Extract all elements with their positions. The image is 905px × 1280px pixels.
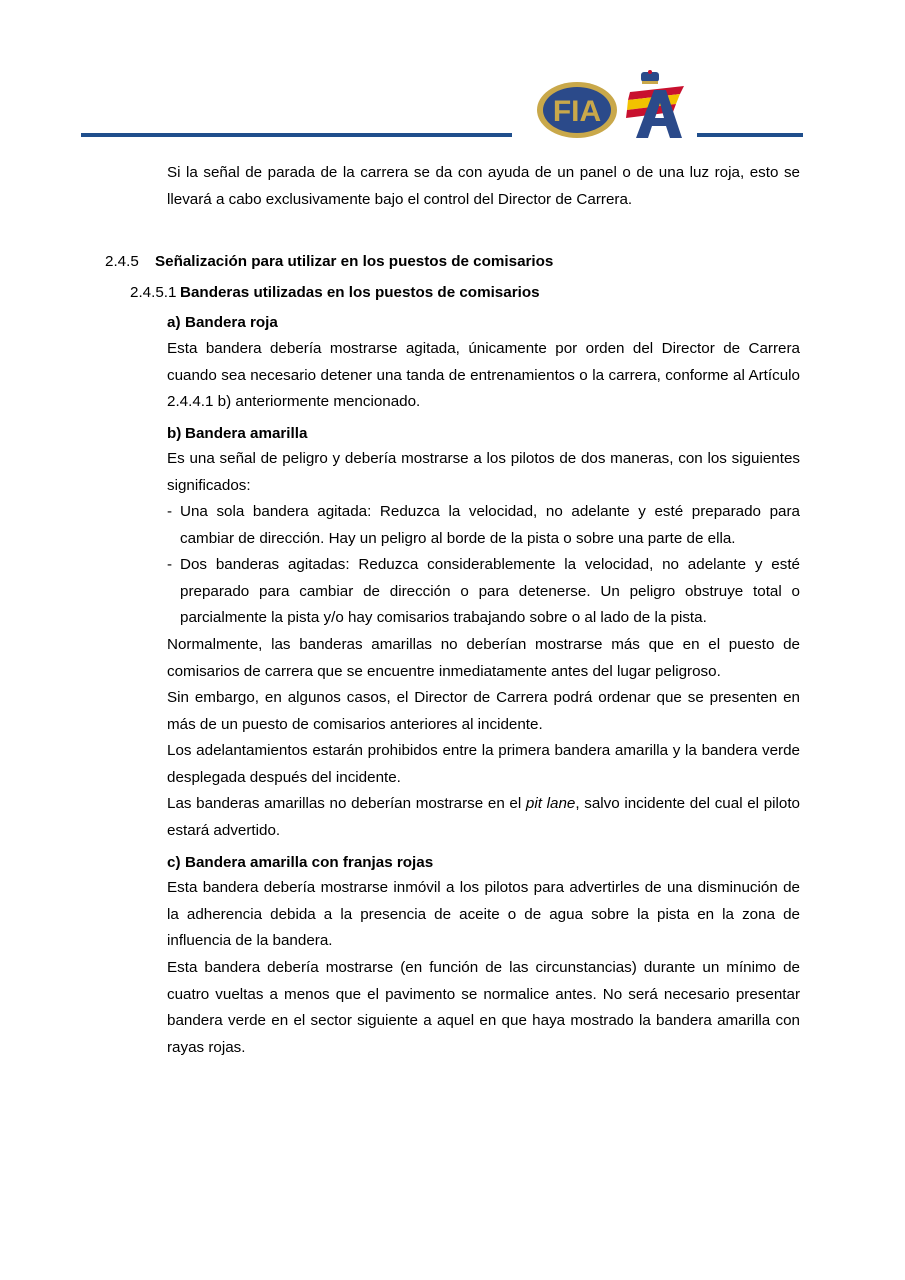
flag-b-paragraph-4: [167, 791, 800, 844]
flag-b-bullet-2: [167, 552, 800, 632]
flag-c-paragraph-2: Esta bandera debería mostrarse (en función de las circunstancias) durante un mínimo de cuatro vueltas a menos que el pavimento se normalice antes. No será necesario presentar bandera verde en el sector siguiente a aquel en que haya mostrado la bandera amarilla con rayas rojas.: [167, 959, 800, 1056]
flag-b-heading: [167, 424, 307, 444]
section-number: 2.4.5: [105, 253, 139, 270]
section-title: Señalización para utilizar en los puestos de comisarios: [155, 253, 554, 270]
header-rule-left: [81, 133, 512, 137]
flag-a-label: a): [167, 314, 181, 331]
flag-b-bullet-1-text: Una sola bandera agitada: Reduzca la velocidad, no adelante y esté preparado para cambiar de dirección. Hay un peligro al borde de la pista o sobre una parte de ella.: [180, 503, 800, 547]
flag-c-title: Bandera amarilla con franjas rojas: [185, 854, 434, 871]
fia-logo: [536, 81, 618, 139]
flag-b-paragraph-1: Normalmente, las banderas amarillas no deberían mostrarse más que en el puesto de comisarios de carrera que se encuentre inmediatamente antes del lugar peligroso.: [167, 636, 800, 680]
flag-b-paragraph-4-end: , salvo incidente del cual el piloto estará advertido.: [167, 795, 801, 839]
flag-c-label: c): [167, 854, 181, 871]
header-rule-right: [697, 133, 803, 137]
flag-a-title: Bandera roja: [185, 314, 278, 331]
flag-a-paragraph: Esta bandera debería mostrarse agitada, únicamente por orden del Director de Carrera cuando sea necesario detener una tanda de entrenamientos o la carrera, conforme al Artículo 2.4.4.1 b) anteriormente mencionado.: [167, 340, 800, 411]
flag-b-bullet-2-text: Dos banderas agitadas: Reduzca considerablemente la velocidad, no adelante y esté preparado para cambiar de dirección o para detenerse. Un peligro obstruye total o parcialmente la pista y/o hay comisarios trabajando sobre o al lado de la pista.: [180, 556, 800, 627]
flag-b-paragraph-4-start: Las banderas amarillas no deberían mostrarse en el: [167, 795, 526, 812]
flag-c-heading: [167, 853, 433, 873]
section-heading: [105, 252, 553, 272]
flag-b-paragraph-2: Sin embargo, en algunos casos, el Director de Carrera podrá ordenar que se presenten en más de un puesto de comisarios anteriores al incidente.: [167, 689, 800, 733]
subsection-title: Banderas utilizadas en los puestos de comisarios: [180, 284, 540, 301]
rfeda-logo-text: A: [624, 70, 625, 71]
rfeda-logo: [624, 70, 688, 140]
flag-b-title: Bandera amarilla: [185, 425, 308, 442]
flag-c-paragraph-1: Esta bandera debería mostrarse inmóvil a los pilotos para advertirles de una disminución de la adherencia debida a la presencia de aceite o de agua sobre la pista en la zona de influencia de la bandera.: [167, 879, 800, 950]
intro-paragraph: Si la señal de parada de la carrera se da con ayuda de un panel o de una luz roja, esto se llevará a cabo exclusivamente bajo el control del Director de Carrera.: [167, 164, 800, 208]
subsection-heading: [130, 283, 540, 303]
pit-lane-term: pit lane: [525, 795, 576, 812]
bullet-dash: -: [167, 556, 173, 573]
bullet-dash: -: [167, 503, 173, 520]
fia-logo-text: FIA: [552, 95, 602, 128]
flag-a-heading: [167, 313, 278, 333]
flag-b-label: b): [167, 425, 182, 442]
subsection-number: 2.4.5.1: [130, 284, 177, 301]
flag-b-paragraph-3: Los adelantamientos estarán prohibidos entre la primera bandera amarilla y la bandera verde desplegada después del incidente.: [167, 742, 800, 786]
flag-b-bullet-1: [167, 499, 800, 552]
flag-b-intro: Es una señal de peligro y debería mostrarse a los pilotos de dos maneras, con los siguientes significados:: [167, 450, 800, 494]
